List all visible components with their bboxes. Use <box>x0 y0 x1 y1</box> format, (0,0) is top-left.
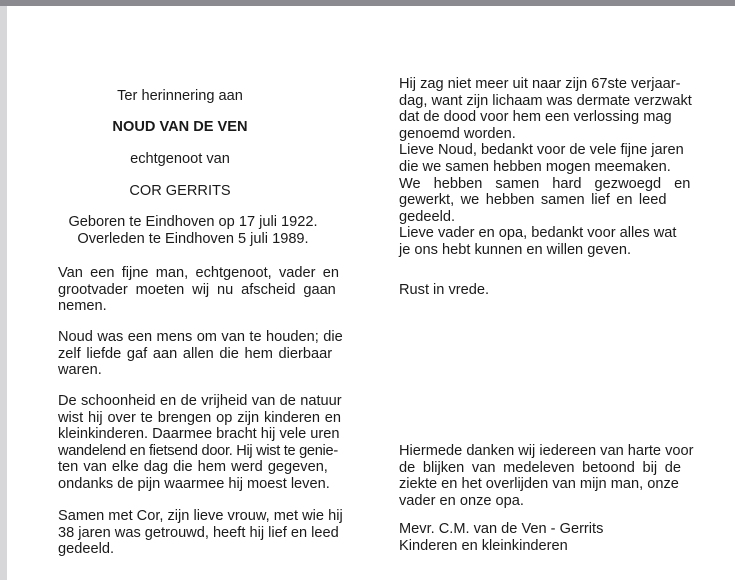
paragraph-character <box>58 329 343 379</box>
paragraph-line: ziekte en het overlijden van mijn man, onze <box>399 476 679 493</box>
paragraph-line: Samen met Cor, zijn lieve vrouw, met wie hij <box>58 508 343 524</box>
intro-line <box>70 88 290 105</box>
paragraph-line: wist hij over te brengen op zijn kinderen en <box>58 409 342 426</box>
paragraph-line: We hebben samen hard gezwoegd en <box>399 175 691 192</box>
spouse-name <box>70 183 290 200</box>
paragraph-nature <box>58 393 342 493</box>
paragraph-tribute <box>399 76 729 259</box>
paragraph-line: gewerkt, we hebben samen lief en leed <box>399 192 667 209</box>
paragraph-marriage <box>58 508 343 558</box>
left-margin-strip <box>0 6 7 580</box>
paragraph-line: gedeeld. <box>58 541 114 558</box>
paragraph-line: dag, want zijn lichaam was dermate verzwakt <box>399 92 692 109</box>
signature-line: Mevr. C.M. van de Ven - Gerrits <box>399 521 604 537</box>
paragraph-line: gedeeld. <box>399 208 455 225</box>
paragraph-line: Van een fijne man, echtgenoot, vader en <box>58 265 339 281</box>
paragraph-line: Noud was een mens om van te houden; die <box>58 329 343 345</box>
spouse-text: COR GERRITS <box>129 183 231 199</box>
paragraph-thanks <box>399 443 729 509</box>
paragraph-line: nemen. <box>58 298 107 315</box>
paragraph-line: 38 jaren was getrouwd, heeft hij lief en leed <box>58 524 339 541</box>
relation-text: echtgenoot van <box>130 151 230 167</box>
death-date-line: Overleden te Eindhoven 5 juli 1989. <box>77 230 309 247</box>
paragraph-line: Hij zag niet meer uit naar zijn 67ste verjaar- <box>399 76 681 92</box>
paragraph-line: waren. <box>58 362 102 379</box>
relation-line <box>70 151 290 168</box>
name-text: NOUD VAN DE VEN <box>112 119 248 135</box>
birth-date-line: Geboren te Eindhoven op 17 juli 1922. <box>68 214 318 230</box>
rest-in-peace <box>399 282 729 299</box>
paragraph-line: Lieve Noud, bedankt voor de vele fijne jaren <box>399 142 684 159</box>
paragraph-line: de blijken van medeleven betoond bij de <box>399 459 682 476</box>
paragraph-line: vader en onze opa. <box>399 492 524 509</box>
paragraph-line: dat de dood voor hem een verlossing mag <box>399 109 672 126</box>
paragraph-line: je ons hebt kunnen en willen geven. <box>399 241 632 258</box>
paragraph-line: die we samen hebben mogen meemaken. <box>399 158 671 175</box>
paragraph-line: ten van elke dag die hem werd gegeven, <box>58 459 328 476</box>
deceased-name <box>70 119 290 136</box>
paragraph-line: Hiermede danken wij iedereen van harte voor <box>399 443 694 459</box>
paragraph-line: Lieve vader en opa, bedankt voor alles wat <box>399 225 677 242</box>
paragraph-line: ondanks de pijn waarmee hij moest leven. <box>58 475 330 492</box>
signature-block <box>399 521 729 554</box>
paragraph-line: zelf liefde gaf aan allen die hem dierbaar <box>58 345 333 362</box>
paragraph-line: wandelend en fietsend door. Hij wist te genie- <box>58 442 338 459</box>
signature-line: Kinderen en kleinkinderen <box>399 537 568 554</box>
paragraph-line: De schoonheid en de vrijheid van de natuur <box>58 393 342 409</box>
dates-block <box>58 214 328 247</box>
paragraph-farewell <box>58 265 339 315</box>
paragraph-line: genoemd worden. <box>399 125 516 142</box>
intro-text: Ter herinnering aan <box>117 88 243 104</box>
rest-text: Rust in vrede. <box>399 282 490 298</box>
paragraph-line: grootvader moeten wij nu afscheid gaan <box>58 281 336 298</box>
paragraph-line: kleinkinderen. Daarmee bracht hij vele uren <box>58 426 340 443</box>
